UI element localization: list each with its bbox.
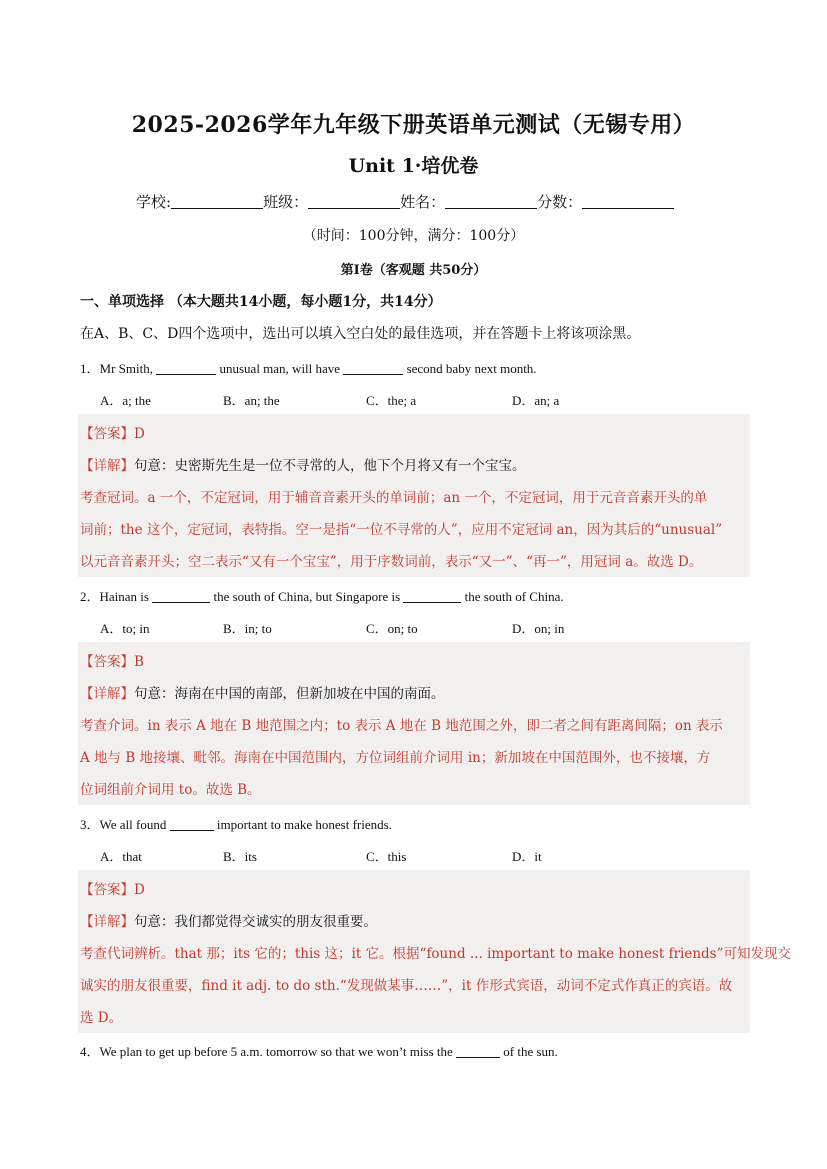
analysis-line: 考查冠词。a 一个，不定冠词，用于辅音音素开头的单词前；an 一个，不定冠词，用于元音音素开头的单	[80, 490, 708, 506]
option-b: B．in; to	[223, 621, 272, 636]
analysis-line: A 地与 B 地接壤、毗邻。海南在中国范围内，方位词组前介词用 in；新加坡在中国范围外，也不接壤，方	[80, 750, 711, 766]
option-c: C．this	[366, 849, 407, 864]
page-title: 2025-2026学年九年级下册英语单元测试（无锡专用）	[131, 112, 696, 138]
name-blank	[445, 194, 537, 209]
question-number: 4．	[80, 1044, 100, 1059]
part-one-heading: 一、单项选择 （本大题共14小题，每小题1分，共14分）	[80, 294, 442, 310]
question-number: 2．	[80, 589, 100, 604]
score-blank	[582, 194, 674, 209]
option-a: A．that	[100, 849, 142, 864]
question-number: 1．	[80, 361, 100, 376]
detail-line: 【详解】句意：海南在中国的南部，但新加坡在中国的南面。	[80, 686, 445, 702]
option-a: A．a; the	[100, 393, 151, 408]
answer-line: 【答案】D	[80, 882, 145, 898]
question-3-stem: 3．We all found important to make honest friends.	[80, 817, 392, 832]
option-a: A．to; in	[100, 621, 150, 636]
part-one-instruction: 在A、B、C、D四个选项中，选出可以填入空白处的最佳选项，并在答题卡上将该项涂黑。	[80, 326, 641, 342]
detail-line: 【详解】句意：史密斯先生是一位不寻常的人，他下个月将又有一个宝宝。	[80, 458, 526, 474]
question-4-stem: 4．We plan to get up before 5 a.m. tomorrow so that we won’t miss the of the sun.	[80, 1044, 558, 1059]
answer-blank	[456, 1045, 500, 1058]
option-b: B．an; the	[223, 393, 280, 408]
class-label: 班级：	[263, 193, 309, 211]
answer-box-2	[78, 642, 750, 805]
student-info-row	[136, 191, 674, 212]
question-1-stem: 1．Mr Smith, unusual man, will have second baby next month.	[80, 361, 537, 376]
analysis-line: 诚实的朋友很重要，find it adj. to do sth.“发现做某事……”，it 作形式宾语，动词不定式作真正的宾语。故	[80, 978, 733, 994]
page-subtitle: Unit 1·培优卷	[348, 155, 479, 177]
question-2-stem: 2．Hainan is the south of China, but Singapore is the south of China.	[80, 589, 564, 604]
answer-blank	[343, 362, 403, 375]
detail-line: 【详解】句意：我们都觉得交诚实的朋友很重要。	[80, 914, 377, 930]
answer-line: 【答案】B	[80, 654, 144, 670]
school-blank	[171, 194, 263, 209]
answer-box-3	[78, 870, 792, 1033]
analysis-line: 词前；the 这个，定冠词，表特指。空一是指“一位不寻常的人”，应用不定冠词 an，因为其后的“unusual”	[80, 522, 723, 538]
answer-blank	[156, 362, 216, 375]
analysis-line: 选 D。	[80, 1010, 123, 1026]
school-label: 学校:	[136, 193, 172, 211]
option-c: C．on; to	[366, 621, 418, 636]
answer-blank	[152, 590, 210, 603]
option-d: D．an; a	[512, 393, 560, 408]
section-title: 第I卷（客观题 共50分）	[340, 263, 487, 278]
option-c: C．the; a	[366, 393, 417, 408]
question-number: 3．	[80, 817, 100, 832]
answer-line: 【答案】D	[80, 426, 145, 442]
analysis-line: 考查介词。in 表示 A 地在 B 地范围之内；to 表示 A 地在 B 地范围之外，即二者之间有距离间隔；on 表示	[80, 718, 723, 734]
analysis-line: 考查代词辨析。that 那；its 它的；this 这；it 它。根据“found ... important to make honest friends”可知发现交	[80, 946, 792, 962]
answer-blank	[403, 590, 461, 603]
name-label: 姓名：	[400, 193, 446, 211]
option-d: D．on; in	[512, 621, 565, 636]
option-b: B．its	[223, 849, 257, 864]
time-note: （时间：100分钟，满分：100分）	[302, 228, 525, 244]
answer-box-1	[78, 414, 750, 577]
class-blank	[308, 194, 400, 209]
score-label: 分数：	[537, 193, 583, 211]
answer-blank	[170, 818, 214, 831]
analysis-line: 位词组前介词用 to。故选 B。	[80, 782, 261, 798]
analysis-line: 以元音音素开头；空二表示“又有一个宝宝”，用于序数词前，表示“又一”、“再一”，用冠词 a。故选 D。	[80, 554, 703, 570]
option-d: D．it	[512, 849, 542, 864]
